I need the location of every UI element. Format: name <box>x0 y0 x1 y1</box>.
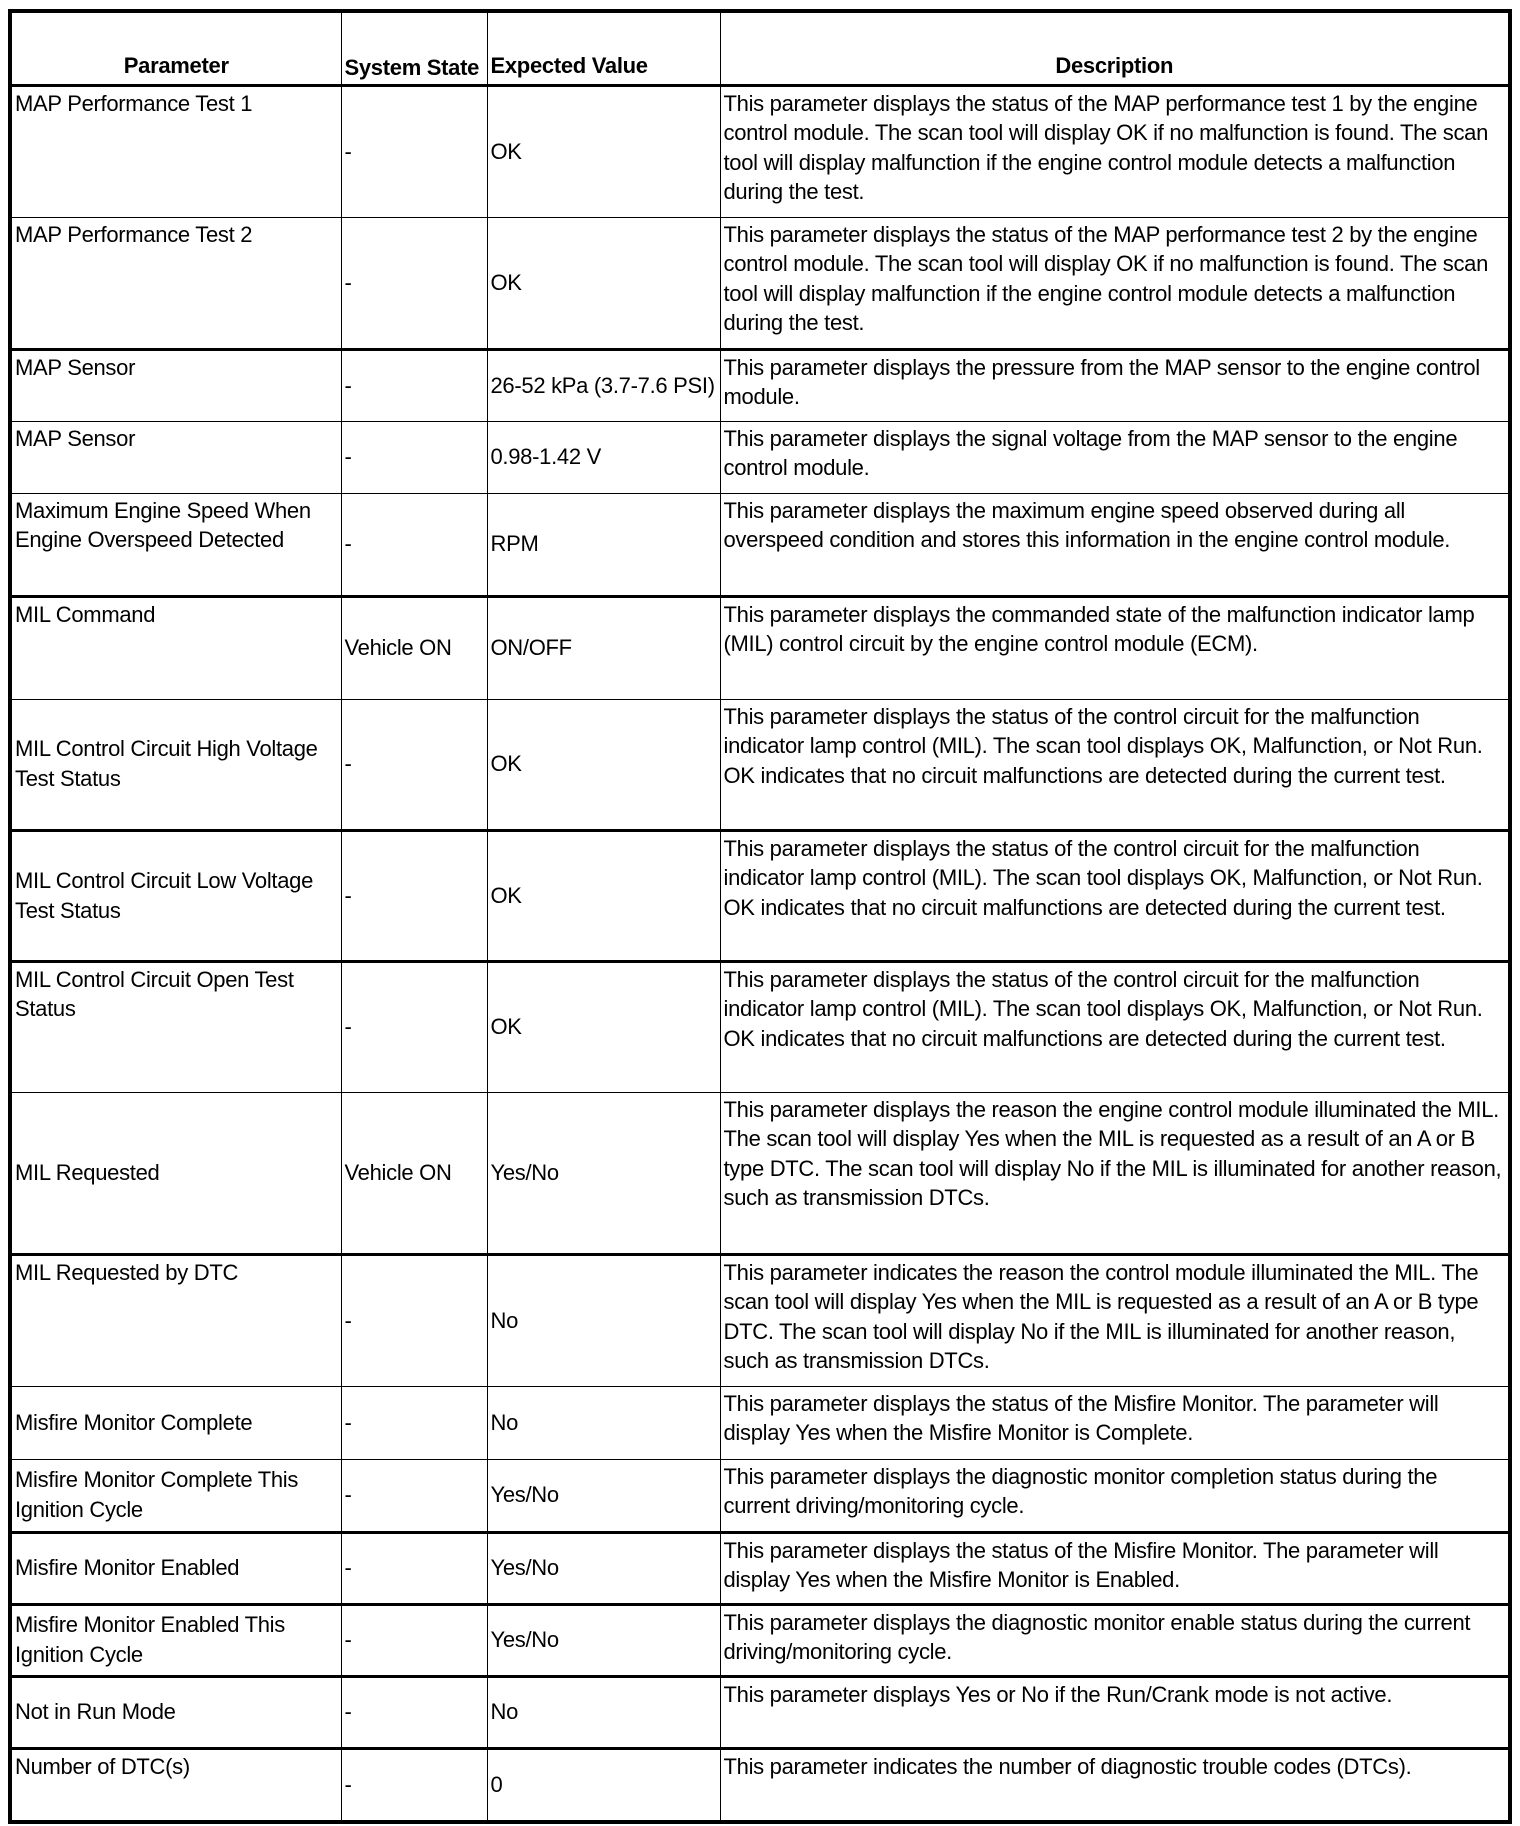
parameter-cell: Misfire Monitor Complete <box>10 1386 341 1459</box>
table-row <box>10 421 1510 493</box>
expected-value-cell: OK <box>487 830 720 961</box>
parameter-cell: Misfire Monitor Enabled This Ignition Cycle <box>10 1604 341 1676</box>
parameter-cell: MIL Control Circuit High Voltage Test Status <box>10 699 341 830</box>
system-state-cell: - <box>341 1532 487 1604</box>
system-state-cell: - <box>341 493 487 596</box>
header-expected-value: Expected Value <box>487 11 720 85</box>
system-state-cell: Vehicle ON <box>341 1092 487 1254</box>
description-cell: This parameter displays the status of the control circuit for the malfunction indicator lamp control (MIL). The scan tool displays OK, Malfunction, or Not Run. OK indicates that no circuit malfunctions are detected during the current test. <box>720 830 1510 961</box>
table-row <box>10 961 1510 1092</box>
expected-value-cell: 0.98-1.42 V <box>487 421 720 493</box>
description-cell: This parameter displays the status of the control circuit for the malfunction indicator lamp control (MIL). The scan tool displays OK, Malfunction, or Not Run. OK indicates that no circuit malfunctions are detected during the current test. <box>720 961 1510 1092</box>
expected-value-cell: 0 <box>487 1748 720 1822</box>
expected-value-cell: No <box>487 1676 720 1748</box>
table-row <box>10 1386 1510 1459</box>
description-cell: This parameter displays the diagnostic monitor completion status during the current driving/monitoring cycle. <box>720 1459 1510 1532</box>
expected-value-cell: OK <box>487 217 720 349</box>
system-state-cell: - <box>341 699 487 830</box>
table-row <box>10 1459 1510 1532</box>
system-state-cell: - <box>341 85 487 217</box>
header-system-state: System State <box>341 11 487 85</box>
table-row <box>10 1254 1510 1386</box>
expected-value-cell: ON/OFF <box>487 596 720 699</box>
parameter-cell: MIL Control Circuit Low Voltage Test Status <box>10 830 341 961</box>
table-body <box>10 85 1510 1822</box>
expected-value-cell: No <box>487 1254 720 1386</box>
system-state-cell: Vehicle ON <box>341 596 487 699</box>
description-cell: This parameter displays the maximum engine speed observed during all overspeed condition and stores this information in the engine control module. <box>720 493 1510 596</box>
description-cell: This parameter indicates the reason the control module illuminated the MIL. The scan tool will display Yes when the MIL is requested as a result of an A or B type DTC. The scan tool will display No if the MIL is illuminated for another reason, such as transmission DTCs. <box>720 1254 1510 1386</box>
table-row <box>10 1676 1510 1748</box>
description-cell: This parameter displays the pressure from the MAP sensor to the engine control module. <box>720 349 1510 421</box>
header-parameter: Parameter <box>10 11 341 85</box>
table-row <box>10 699 1510 830</box>
expected-value-cell: OK <box>487 699 720 830</box>
description-cell: This parameter displays Yes or No if the Run/Crank mode is not active. <box>720 1676 1510 1748</box>
system-state-cell: - <box>341 217 487 349</box>
system-state-cell: - <box>341 421 487 493</box>
table-row <box>10 596 1510 699</box>
parameter-cell: Misfire Monitor Enabled <box>10 1532 341 1604</box>
expected-value-cell: Yes/No <box>487 1459 720 1532</box>
parameter-cell: MIL Command <box>10 596 341 699</box>
description-cell: This parameter displays the status of the MAP performance test 1 by the engine control module. The scan tool will display OK if no malfunction is found. The scan tool will display malfunction if the engine control module detects a malfunction during the test. <box>720 85 1510 217</box>
parameter-table <box>8 9 1512 1824</box>
expected-value-cell: Yes/No <box>487 1604 720 1676</box>
system-state-cell: - <box>341 1386 487 1459</box>
table-row <box>10 1604 1510 1676</box>
expected-value-cell: RPM <box>487 493 720 596</box>
table-row <box>10 1748 1510 1822</box>
expected-value-cell: No <box>487 1386 720 1459</box>
description-cell: This parameter displays the commanded state of the malfunction indicator lamp (MIL) control circuit by the engine control module (ECM). <box>720 596 1510 699</box>
page <box>8 9 1508 1824</box>
description-cell: This parameter displays the diagnostic monitor enable status during the current driving/monitoring cycle. <box>720 1604 1510 1676</box>
system-state-cell: - <box>341 830 487 961</box>
expected-value-cell: Yes/No <box>487 1532 720 1604</box>
header-description: Description <box>720 11 1510 85</box>
parameter-cell: MAP Performance Test 1 <box>10 85 341 217</box>
table-row <box>10 85 1510 217</box>
table-row <box>10 493 1510 596</box>
parameter-cell: Not in Run Mode <box>10 1676 341 1748</box>
table-row <box>10 830 1510 961</box>
parameter-cell: MIL Requested by DTC <box>10 1254 341 1386</box>
system-state-cell: - <box>341 1254 487 1386</box>
expected-value-cell: OK <box>487 85 720 217</box>
system-state-cell: - <box>341 1604 487 1676</box>
parameter-cell: MIL Requested <box>10 1092 341 1254</box>
description-cell: This parameter displays the status of the control circuit for the malfunction indicator lamp control (MIL). The scan tool displays OK, Malfunction, or Not Run. OK indicates that no circuit malfunctions are detected during the current test. <box>720 699 1510 830</box>
system-state-cell: - <box>341 1748 487 1822</box>
description-cell: This parameter displays the signal voltage from the MAP sensor to the engine control module. <box>720 421 1510 493</box>
description-cell: This parameter indicates the number of diagnostic trouble codes (DTCs). <box>720 1748 1510 1822</box>
description-cell: This parameter displays the status of the Misfire Monitor. The parameter will display Yes when the Misfire Monitor is Enabled. <box>720 1532 1510 1604</box>
expected-value-cell: OK <box>487 961 720 1092</box>
table-row <box>10 349 1510 421</box>
expected-value-cell: 26-52 kPa (3.7-7.6 PSI) <box>487 349 720 421</box>
system-state-cell: - <box>341 961 487 1092</box>
system-state-cell: - <box>341 1459 487 1532</box>
system-state-cell: - <box>341 1676 487 1748</box>
parameter-cell: MIL Control Circuit Open Test Status <box>10 961 341 1092</box>
system-state-cell: - <box>341 349 487 421</box>
parameter-cell: MAP Sensor <box>10 349 341 421</box>
parameter-cell: Number of DTC(s) <box>10 1748 341 1822</box>
table-header <box>10 11 1510 85</box>
table-row <box>10 1532 1510 1604</box>
parameter-cell: Maximum Engine Speed When Engine Overspeed Detected <box>10 493 341 596</box>
table-row <box>10 1092 1510 1254</box>
parameter-cell: MAP Performance Test 2 <box>10 217 341 349</box>
description-cell: This parameter displays the reason the engine control module illuminated the MIL. The scan tool will display Yes when the MIL is requested as a result of an A or B type DTC. The scan tool will display No if the MIL is illuminated for another reason, such as transmission DTCs. <box>720 1092 1510 1254</box>
parameter-cell: MAP Sensor <box>10 421 341 493</box>
expected-value-cell: Yes/No <box>487 1092 720 1254</box>
table-row <box>10 217 1510 349</box>
description-cell: This parameter displays the status of the MAP performance test 2 by the engine control module. The scan tool will display OK if no malfunction is found. The scan tool will display malfunction if the engine control module detects a malfunction during the test. <box>720 217 1510 349</box>
description-cell: This parameter displays the status of the Misfire Monitor. The parameter will display Yes when the Misfire Monitor is Complete. <box>720 1386 1510 1459</box>
parameter-cell: Misfire Monitor Complete This Ignition Cycle <box>10 1459 341 1532</box>
